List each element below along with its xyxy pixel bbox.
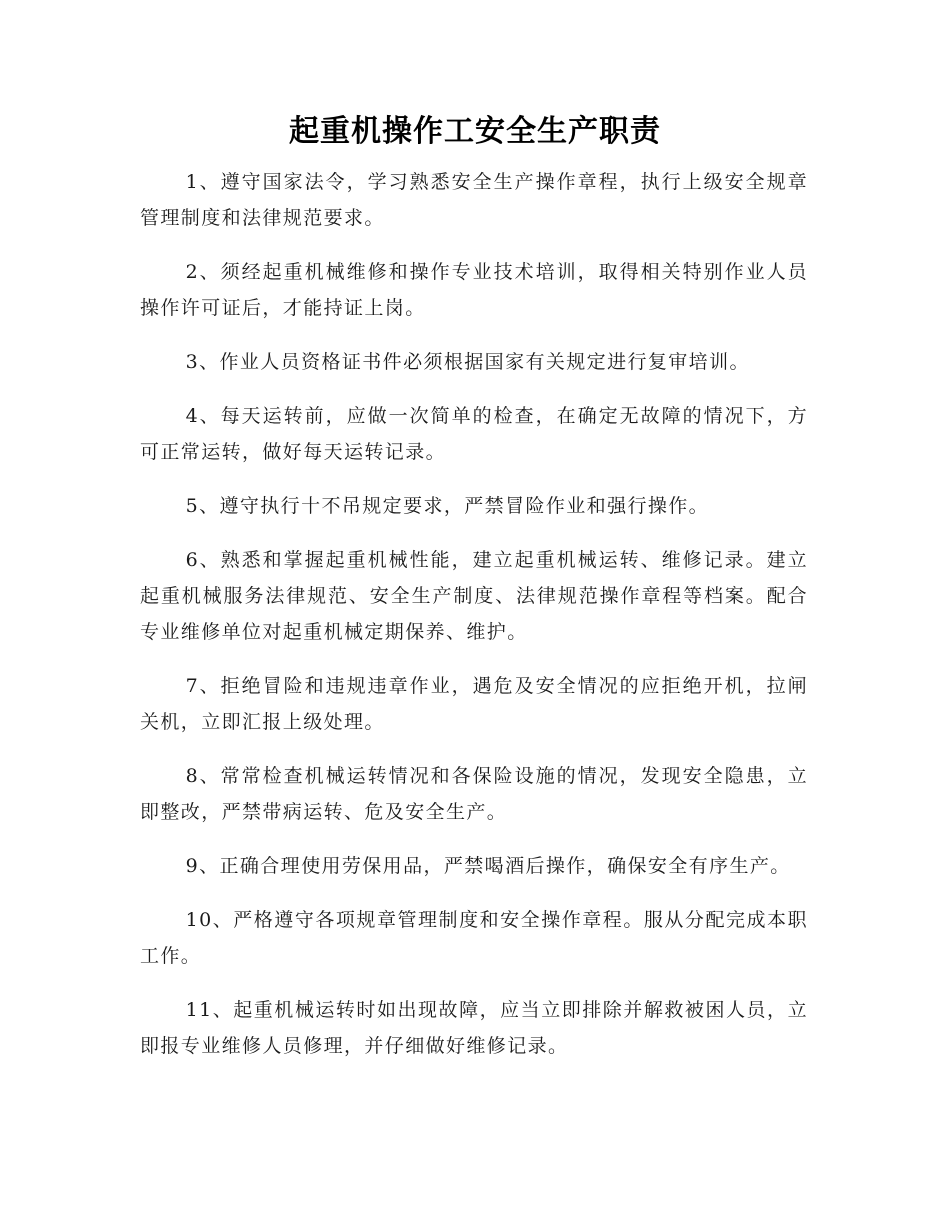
paragraph-1: 1、遵守国家法令，学习熟悉安全生产操作章程，执行上级安全规章管理制度和法律规范要求。 xyxy=(140,171,808,229)
paragraph-9: 9、正确合理使用劳保用品，严禁喝酒后操作，确保安全有序生产。 xyxy=(185,855,791,877)
paragraph-10: 10、严格遵守各项规章管理制度和安全操作章程。服从分配完成本职工作。 xyxy=(140,909,808,967)
paragraph-6: 6、熟悉和掌握起重机械性能，建立起重机械运转、维修记录。建立起重机械服务法律规范、安全生产制度、法律规范操作章程等档案。配合专业维修单位对起重机械定期保养、维护。 xyxy=(140,549,808,643)
paragraph-11: 11、起重机械运转时如出现故障，应当立即排除并解救被困人员，立即报专业维修人员修理，并仔细做好维修记录。 xyxy=(140,999,808,1057)
paragraph-3: 3、作业人员资格证书件必须根据国家有关规定进行复审培训。 xyxy=(185,351,750,373)
document-body xyxy=(140,164,808,1082)
paragraph-8: 8、常常检查机械运转情况和各保险设施的情况，发现安全隐患，立即整改，严禁带病运转、危及安全生产。 xyxy=(140,765,808,823)
paragraph-7: 7、拒绝冒险和违规违章作业，遇危及安全情况的应拒绝开机，拉闸关机，立即汇报上级处理。 xyxy=(140,675,808,733)
paragraph-5: 5、遵守执行十不吊规定要求，严禁冒险作业和强行操作。 xyxy=(185,495,710,517)
paragraph-4: 4、每天运转前，应做一次简单的检查，在确定无故障的情况下，方可正常运转，做好每天运转记录。 xyxy=(140,405,808,463)
document-title: 起重机操作工安全生产职责 xyxy=(289,114,661,149)
paragraph-2: 2、须经起重机械维修和操作专业技术培训，取得相关特别作业人员操作许可证后，才能持证上岗。 xyxy=(140,261,808,319)
